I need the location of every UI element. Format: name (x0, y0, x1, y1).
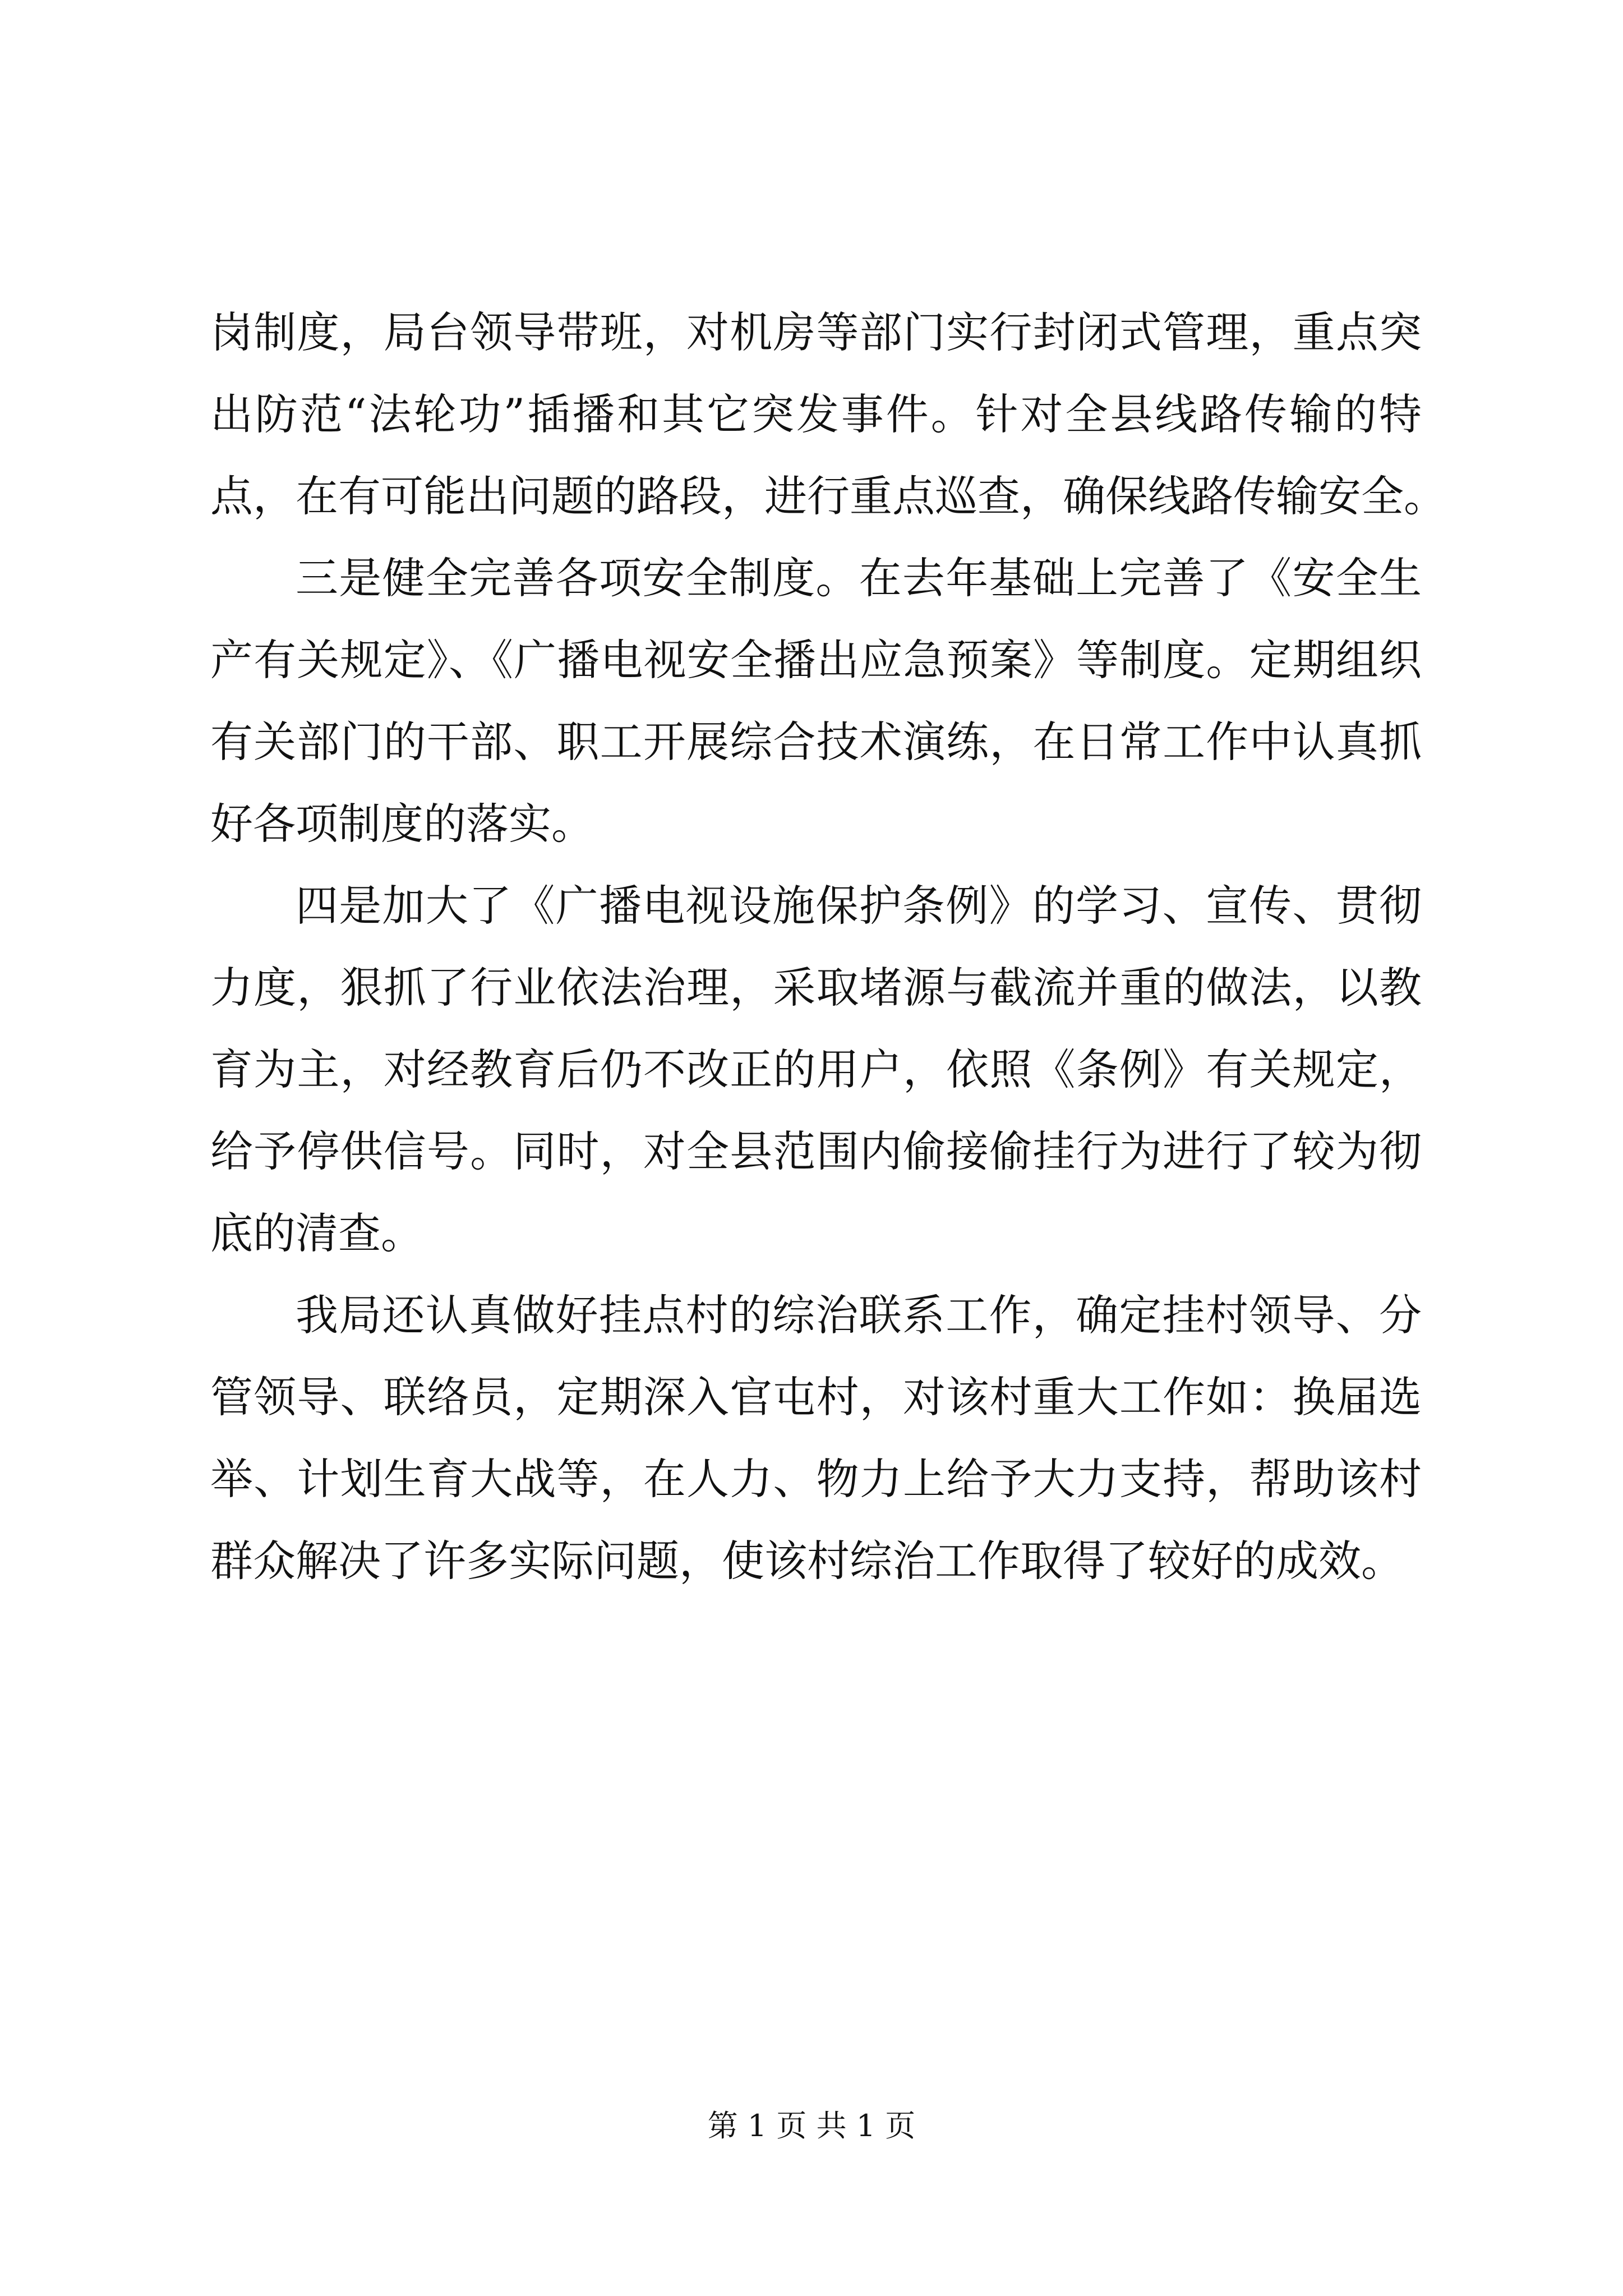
text-line: 点，在有可能出问题的路段，进行重点巡查，确保线路传输安全。 (210, 471, 1446, 521)
text-line: 管领导、联络员，定期深入官屯村，对该村重大工作如：换届选 (210, 1372, 1422, 1422)
paragraph-start-line: 三是健全完善各项安全制度。在去年基础上完善了《安全生 (296, 553, 1422, 603)
text-line: 好各项制度的落实。 (210, 799, 594, 849)
text-line: 育为主，对经教育后仍不改正的用户，依照《条例》有关规定， (210, 1045, 1422, 1094)
text-line: 出防范“法轮功”插播和其它突发事件。针对全县线路传输的特 (210, 389, 1422, 439)
text-line: 力度，狠抓了行业依法治理，采取堵源与截流并重的做法，以教 (210, 963, 1422, 1013)
document-body (210, 292, 1446, 1602)
text-line: 岗制度，局台领导带班，对机房等部门实行封闭式管理，重点突 (210, 307, 1422, 357)
paragraph-start-line: 四是加大了《广播电视设施保护条例》的学习、宣传、贯彻 (296, 881, 1422, 931)
text-line: 群众解决了许多实际问题，使该村综治工作取得了较好的成效。 (210, 1536, 1404, 1586)
text-line: 有关部门的干部、职工开展综合技术演练，在日常工作中认真抓 (210, 717, 1422, 767)
text-line: 产有关规定》、《广播电视安全播出应急预案》等制度。定期组织 (210, 635, 1422, 685)
text-line: 底的清查。 (210, 1208, 423, 1258)
text-line: 举、计划生育大战等，在人力、物力上给予大力支持，帮助该村 (210, 1454, 1422, 1504)
page-number-footer: 第 1 页 共 1 页 (707, 2108, 916, 2143)
paragraph-start-line: 我局还认真做好挂点村的综治联系工作，确定挂村领导、分 (296, 1290, 1422, 1340)
text-line: 给予停供信号。同时，对全县范围内偷接偷挂行为进行了较为彻 (210, 1126, 1422, 1176)
